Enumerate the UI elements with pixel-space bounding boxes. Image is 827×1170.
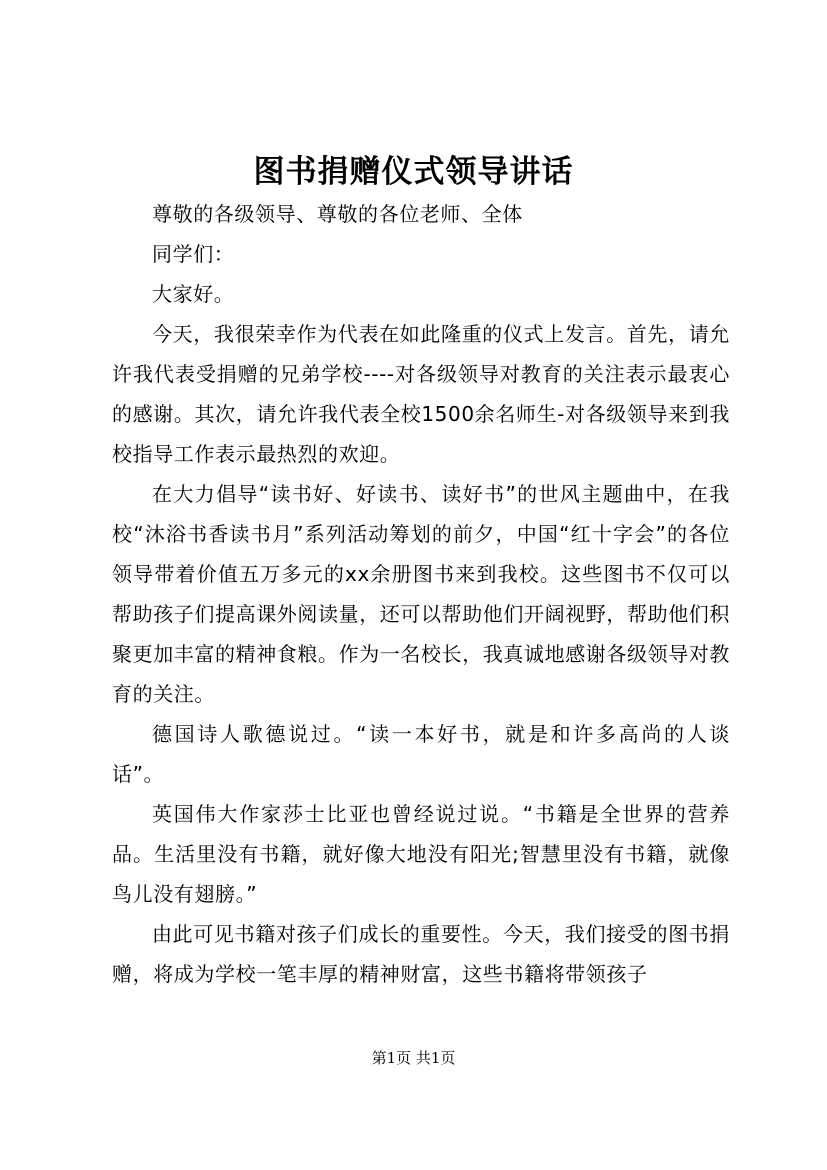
salutation-line-2: 同学们： — [152, 242, 235, 266]
body-paragraph: 今天，我很荣幸作为代表在如此隆重的仪式上发言。首先，请允许我代表受捐赠的兄弟学校----对各级领导对教育的关注表示最衷心的感谢。其次，请允许我代表全校1500余名师生-对各级领导来到我校指导工作表示最热烈的欢迎。 — [112, 322, 730, 466]
page-number-footer: 第1页 共1页 — [371, 1049, 456, 1067]
salutation-line-1: 尊敬的各级领导、尊敬的各位老师、全体 — [152, 202, 523, 226]
body-paragraph: 英国伟大作家莎士比亚也曾经说过说。“书籍是全世界的营养品。生活里没有书籍，就好像大地没有阳光;智慧里没有书籍，就像鸟儿没有翅膀。” — [112, 802, 730, 906]
greeting-paragraph: 大家好。 — [152, 282, 235, 306]
document-title: 图书捐赠仪式领导讲话 — [253, 154, 574, 190]
body-paragraph: 在大力倡导“读书好、好读书、读好书”的世风主题曲中，在我校“沐浴书香读书月”系列活动筹划的前夕，中国“红十字会”的各位领导带着价值五万多元的xx余册图书来到我校。这些图书不仅可以帮助孩子们提高课外阅读量，还可以帮助他们开阔视野，帮助他们积聚更加丰富的精神食粮。作为一名校长，我真诚地感谢各级领导对教育的关注。 — [112, 482, 730, 706]
document-body — [112, 194, 730, 994]
body-paragraph: 由此可见书籍对孩子们成长的重要性。今天，我们接受的图书捐赠，将成为学校一笔丰厚的精神财富，这些书籍将带领孩子 — [112, 922, 730, 986]
body-paragraph: 德国诗人歌德说过。“读一本好书，就是和许多高尚的人谈话”。 — [112, 722, 730, 786]
